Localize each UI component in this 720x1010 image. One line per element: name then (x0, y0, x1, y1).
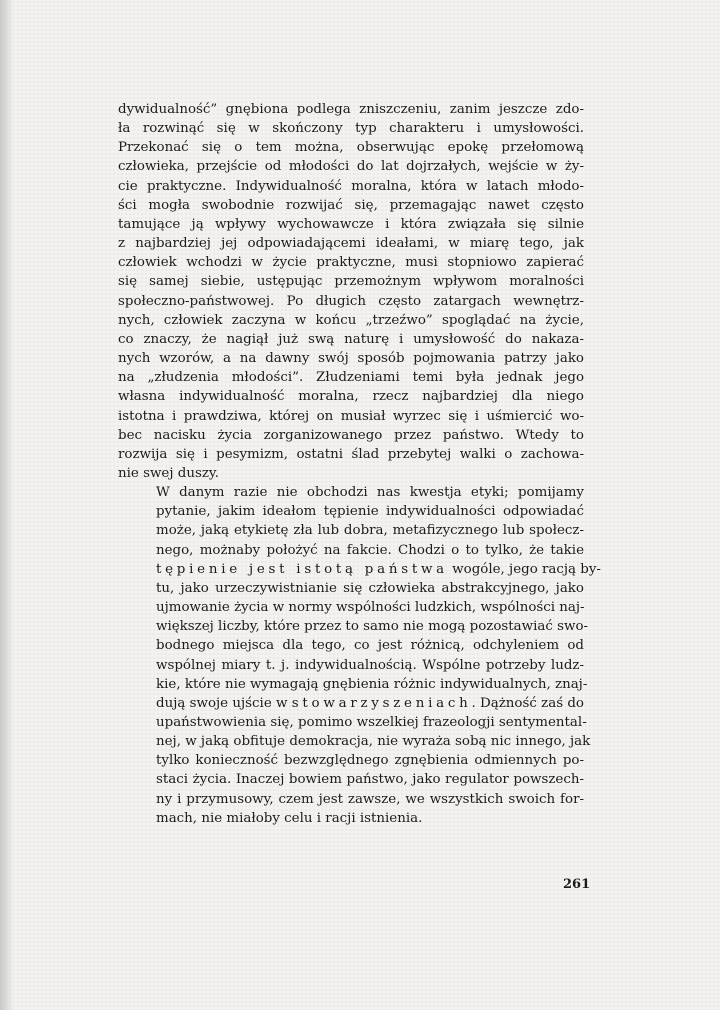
text-line: z najbardziej jej odpowiadającemi ideałami, w miarę tego, jak (118, 236, 584, 252)
text-line: nej, w jaką obfituje demokracja, nie wyraża sobą nic innego, jak (156, 734, 591, 750)
page-edge-shadow (0, 0, 14, 1010)
text-line: nie swej duszy. (118, 465, 219, 481)
text-line: upaństwowienia się, pomimo wszelkiej frazeologji sentymental- (156, 715, 587, 730)
text-line: Przekonać się o tem można, obserwując epokę przełomową (118, 140, 584, 156)
page-number: 261 (563, 877, 591, 892)
text-line: kie, które nie wymagają gnębienia różnic indywidualnych, znaj- (156, 676, 588, 692)
text-line: tu, jako urzeczywistnianie się człowieka abstrakcyjnego, jako (156, 580, 584, 596)
text-line: istotna i prawdziwa, której on musiał wyrzec się i uśmiercić wo- (118, 408, 584, 424)
text-line: nych, człowiek zaczyna w końcu „trzeźwo” spoglądać na życie, (118, 312, 584, 328)
text-line: wspólnej miary t. j. indywidualnością. Wspólne potrzeby ludz- (156, 657, 584, 673)
text-line: człowiek wchodzi w życie praktyczne, musi stopniowo zapierać (118, 255, 584, 271)
text-line: człowieka, przejście od młodości do lat dojrzałych, wejście w ży- (118, 159, 584, 175)
text-line: bodnego miejsca dla tego, co jest różnicą, odchyleniem od (156, 638, 584, 654)
paragraph (118, 100, 584, 483)
text-line: mach, nie miałoby celu i racji istnienia. (156, 810, 423, 826)
text-line: co znaczy, że nagiął już swą naturę i umysłowość do nakaza- (118, 331, 584, 347)
text-line: tamujące ją wpływy wychowawcze i która związała się silnie (118, 216, 584, 232)
text-line: tępienie jest istotą państwa wogóle, jego racją by- (156, 561, 601, 577)
text-line: ści mogła swobodnie rozwijać się, przemagając nawet często (118, 197, 584, 213)
text-line: społeczno-państwowej. Po długich często zatargach wewnętrz- (118, 293, 584, 309)
text-line: ła rozwinąć się w skończony typ charakteru i umysłowości. (118, 121, 584, 137)
text-line: ny i przymusowy, czem jest zawsze, we wszystkich swoich for- (156, 791, 584, 807)
text-line: nego, możnaby położyć na fakcie. Chodzi o to tylko, że takie (156, 542, 584, 558)
text-line: na „złudzenia młodości”. Złudzeniami temi była jednak jego (118, 370, 584, 386)
text-line: staci życia. Inaczej bowiem państwo, jako regulator powszech- (156, 772, 584, 788)
text-line: dują swoje ujście w stowarzyszeniach. Dążność zaś do (156, 695, 584, 711)
text-line: W danym razie nie obchodzi nas kwestja etyki; pomijamy (156, 485, 584, 501)
text-line: się samej siebie, ustępując przemożnym wpływom moralności (118, 274, 584, 290)
text-line: nych wzorów, a na dawny swój sposób pojmowania patrzy jako (118, 351, 584, 367)
text-line: własna indywidualność moralna, rzecz najbardziej dla niego (118, 389, 584, 405)
text-line: może, jaką etykietę zła lub dobra, metafizycznego lub społecz- (156, 523, 584, 539)
text-line: większej liczby, które przez to samo nie mogą pozostawiać swo- (156, 619, 589, 635)
text-line: tylko konieczność bezwzględnego zgnębienia odmiennych po- (156, 753, 584, 769)
text-line: cie praktyczne. Indywidualność moralna, która w latach młodo- (118, 178, 584, 194)
text-line: bec nacisku życia zorganizowanego przez państwo. Wtedy to (118, 427, 584, 443)
text-line: rozwija się i pesymizm, ostatni ślad przebytej walki o zachowa- (118, 446, 584, 462)
body-text (118, 100, 601, 828)
text-line: pytanie, jakim ideałom tępienie indywidualności odpowiadać (156, 504, 584, 520)
text-line: dywidualność” gnębiona podlega zniszczeniu, zanim jeszcze zdo- (118, 102, 584, 117)
text-line: ujmowanie życia w normy wspólności ludzkich, wspólności naj- (156, 600, 585, 616)
paragraph (118, 483, 601, 828)
